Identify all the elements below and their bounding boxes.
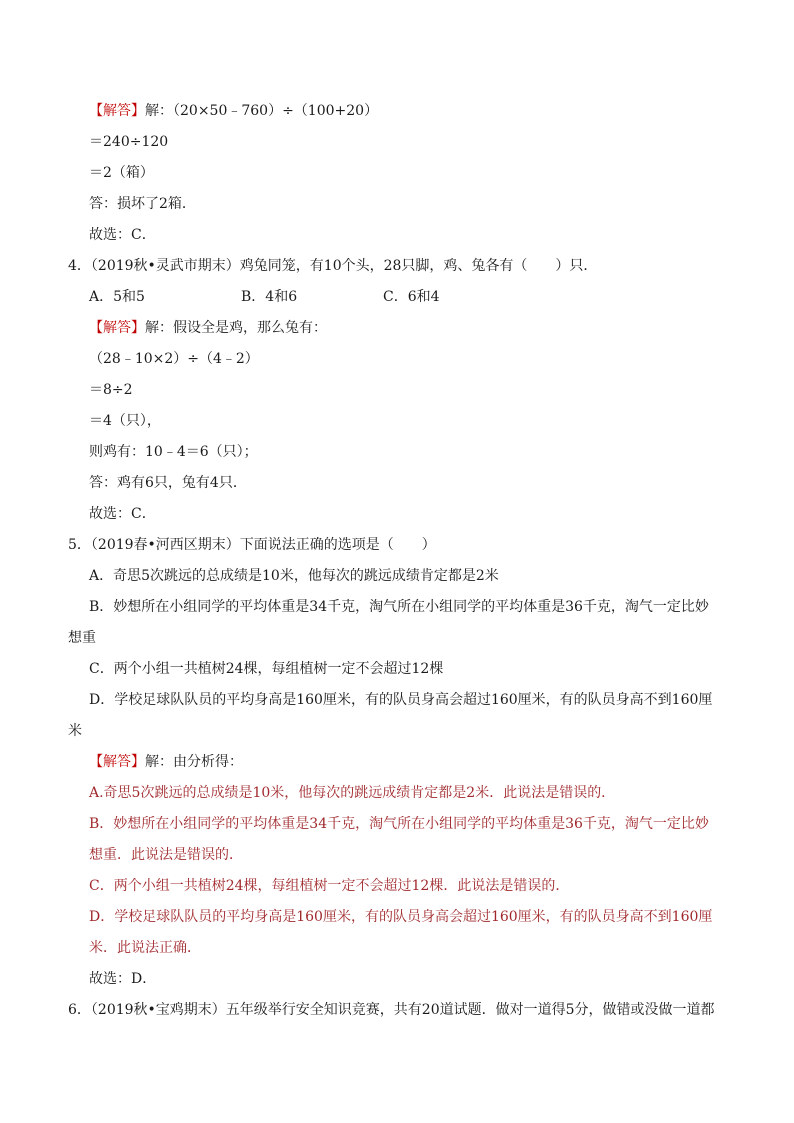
q5-analysis-d-cont: 米．此说法正确． <box>89 940 201 956</box>
q6-stem: 6．（2019秋•宝鸡期末）五年级举行安全知识竞赛，共有20道试题．做对一道得5分，做错或没做一道都 <box>68 1002 715 1018</box>
q3-step-1: ＝240÷120 <box>89 134 169 150</box>
q4-stem: 4．（2019秋•灵武市期末）鸡兔同笼，有10个头，28只脚，鸡、兔各有（ ）只． <box>68 258 598 274</box>
q4-step-4: 则鸡有：10﹣4＝6（只）； <box>89 444 258 460</box>
q5-analysis-c: C．两个小组一共植树24棵，每组植树一定不会超过12棵．此说法是错误的． <box>89 878 570 894</box>
q3-conclusion: 答：损坏了2箱． <box>89 196 196 212</box>
q5-analysis-b-cont: 想重．此说法是错误的． <box>89 847 243 863</box>
q4-solution-intro: 【解答】解：假设全是鸡，那么兔有： <box>89 320 327 336</box>
q5-analysis-a: A.奇思5次跳远的总成绩是10米，他每次的跳远成绩肯定都是2米．此说法是错误的． <box>89 785 616 801</box>
q4-option-b: B．4和6 <box>241 289 298 305</box>
q4-conclusion: 答：鸡有6只，兔有4只． <box>89 475 247 491</box>
q5-option-c: C．两个小组一共植树24棵，每组植树一定不会超过12棵 <box>89 661 444 677</box>
q5-stem: 5．（2019春•河西区期末）下面说法正确的选项是（ ） <box>68 537 436 553</box>
q3-choice: 故选：C． <box>89 227 156 243</box>
q4-option-c: C．6和4 <box>383 289 440 305</box>
answer-tag: 【解答】 <box>89 320 145 336</box>
q5-choice: 故选：D． <box>89 971 157 987</box>
q5-option-d-cont: 米 <box>68 723 82 739</box>
q4-step-1: （28﹣10×2）÷（4﹣2） <box>89 351 259 367</box>
q5-option-b-cont: 想重 <box>68 630 96 646</box>
q5-analysis-b: B．妙想所在小组同学的平均体重是34千克，淘气所在小组同学的平均体重是36千克，淘气一定比妙 <box>89 816 709 832</box>
q5-option-a: A．奇思5次跳远的总成绩是10米，他每次的跳远成绩肯定都是2米 <box>89 568 499 584</box>
q3-solution-intro: 【解答】解：（20×50﹣760）÷（100+20） <box>89 103 379 119</box>
q5-option-b: B．妙想所在小组同学的平均体重是34千克，淘气所在小组同学的平均体重是36千克，淘气一定比妙 <box>89 599 709 615</box>
q4-choice: 故选：C． <box>89 506 156 522</box>
q4-option-a: A．5和5 <box>89 289 145 305</box>
answer-tag: 【解答】 <box>89 103 145 119</box>
q4-options <box>89 287 440 307</box>
answer-tag: 【解答】 <box>89 754 145 770</box>
q5-analysis-d: D．学校足球队队员的平均身高是160厘米，有的队员身高会超过160厘米，有的队员身高不到160厘 <box>89 909 713 925</box>
q4-step-2: ＝8÷2 <box>89 382 133 398</box>
q5-solution-intro: 【解答】解：由分析得： <box>89 754 243 770</box>
q3-step-2: ＝2（箱） <box>89 165 154 181</box>
q4-step-3: ＝4（只）， <box>89 413 161 429</box>
q5-option-d: D．学校足球队队员的平均身高是160厘米，有的队员身高会超过160厘米，有的队员身高不到160厘 <box>89 692 713 708</box>
